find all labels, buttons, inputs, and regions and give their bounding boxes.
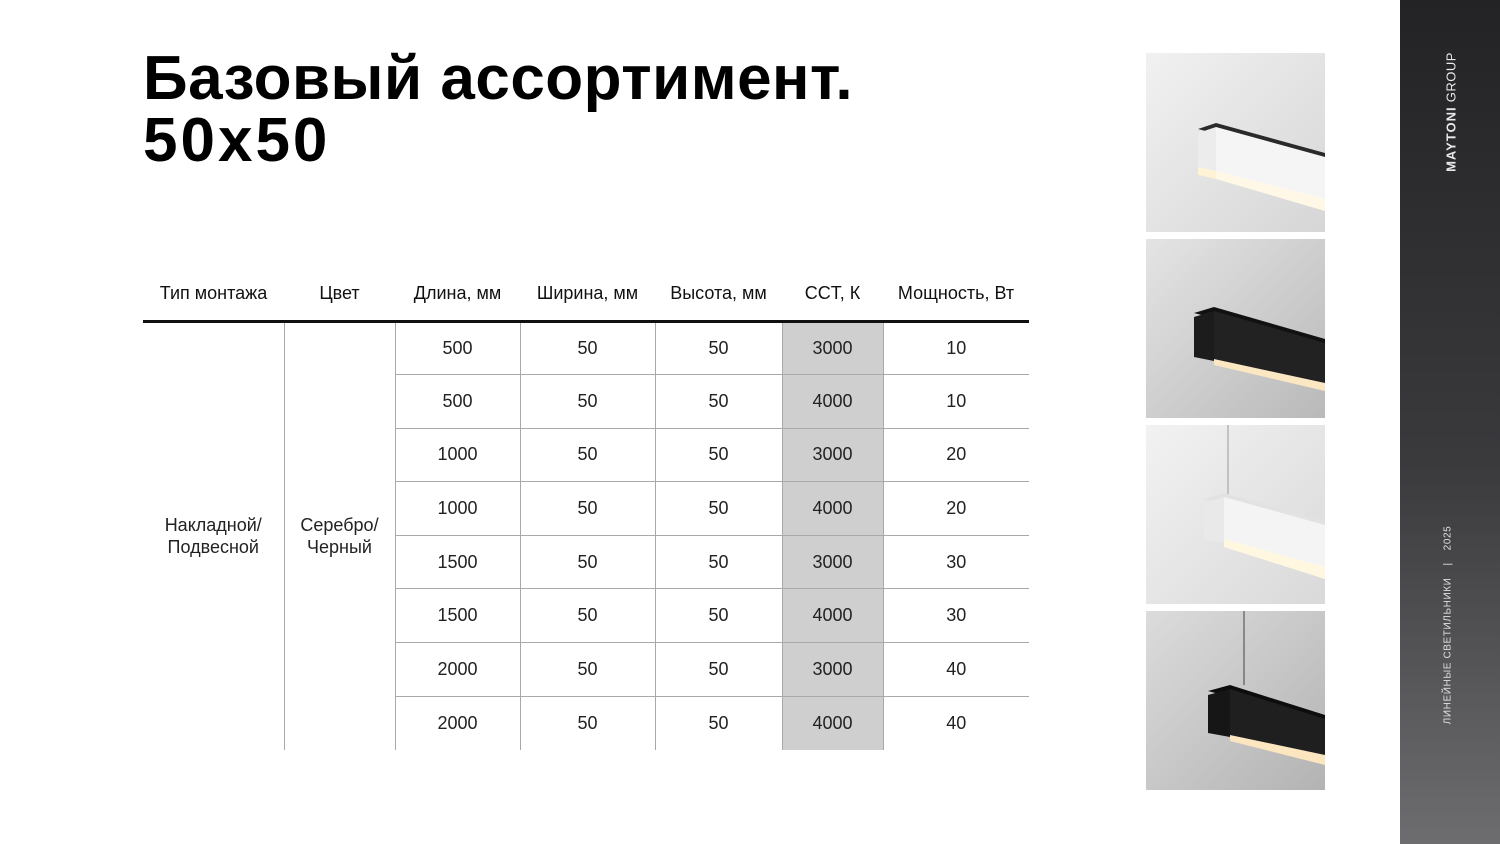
cell-length: 1500 <box>395 589 520 643</box>
cell-cct: 4000 <box>782 589 883 643</box>
cell-cct: 4000 <box>782 696 883 750</box>
header-length: Длина, мм <box>395 268 520 321</box>
product-photos <box>1146 53 1325 797</box>
cell-cct: 3000 <box>782 321 883 375</box>
cell-power: 10 <box>883 321 1029 375</box>
cell-power: 40 <box>883 696 1029 750</box>
cell-width: 50 <box>520 696 655 750</box>
brand-logo <box>1444 52 1459 172</box>
cell-length: 2000 <box>395 643 520 697</box>
footer-separator: | <box>1442 562 1454 566</box>
cell-height: 50 <box>655 643 782 697</box>
spec-table-body <box>143 321 1029 750</box>
header-power: Мощность, Вт <box>883 268 1029 321</box>
cell-length: 500 <box>395 375 520 429</box>
cell-height: 50 <box>655 321 782 375</box>
header-width: Ширина, мм <box>520 268 655 321</box>
cell-width: 50 <box>520 643 655 697</box>
sidebar-footer-note <box>1443 526 1454 725</box>
cell-width: 50 <box>520 321 655 375</box>
brand-name: MAYTONI <box>1443 106 1459 172</box>
cell-height: 50 <box>655 589 782 643</box>
header-cct: CCT, К <box>782 268 883 321</box>
cell-color: Серебро/ Черный <box>284 321 395 750</box>
cell-length: 1000 <box>395 482 520 536</box>
brand-group: GROUP <box>1443 52 1459 103</box>
white-suspended-luminaire-photo <box>1146 425 1325 604</box>
cell-height: 50 <box>655 482 782 536</box>
cell-height: 50 <box>655 428 782 482</box>
cell-length: 1000 <box>395 428 520 482</box>
cell-width: 50 <box>520 375 655 429</box>
cell-cct: 3000 <box>782 643 883 697</box>
spec-table <box>143 268 1029 750</box>
cell-height: 50 <box>655 535 782 589</box>
white-surface-luminaire-photo <box>1146 53 1325 232</box>
header-color: Цвет <box>284 268 395 321</box>
cell-power: 30 <box>883 535 1029 589</box>
table-row <box>143 321 1029 375</box>
cell-length: 500 <box>395 321 520 375</box>
cell-power: 20 <box>883 482 1029 536</box>
cell-width: 50 <box>520 428 655 482</box>
header-mount-type: Тип монтажа <box>143 268 284 321</box>
cell-power: 40 <box>883 643 1029 697</box>
header-height: Высота, мм <box>655 268 782 321</box>
title-line-2: 50x50 <box>143 106 331 175</box>
cell-cct: 4000 <box>782 482 883 536</box>
cell-mount-type: Накладной/ Подвесной <box>164 515 262 558</box>
cell-length: 1500 <box>395 535 520 589</box>
black-suspended-luminaire-photo <box>1146 611 1325 790</box>
cell-width: 50 <box>520 482 655 536</box>
cell-cct: 3000 <box>782 535 883 589</box>
cell-cct: 3000 <box>782 428 883 482</box>
black-surface-luminaire-photo <box>1146 239 1325 418</box>
cell-length: 2000 <box>395 696 520 750</box>
year-label: 2025 <box>1442 525 1454 551</box>
cell-cct: 4000 <box>782 375 883 429</box>
category-label: ЛИНЕЙНЫЕ СВЕТИЛЬНИКИ <box>1442 577 1454 725</box>
table-header-row <box>143 268 1029 321</box>
title-line-1: Базовый ассортимент. <box>143 44 854 113</box>
cell-width: 50 <box>520 589 655 643</box>
page-title <box>143 44 854 175</box>
cell-height: 50 <box>655 375 782 429</box>
cell-height: 50 <box>655 696 782 750</box>
cell-power: 20 <box>883 428 1029 482</box>
cell-power: 10 <box>883 375 1029 429</box>
cell-power: 30 <box>883 589 1029 643</box>
cell-width: 50 <box>520 535 655 589</box>
